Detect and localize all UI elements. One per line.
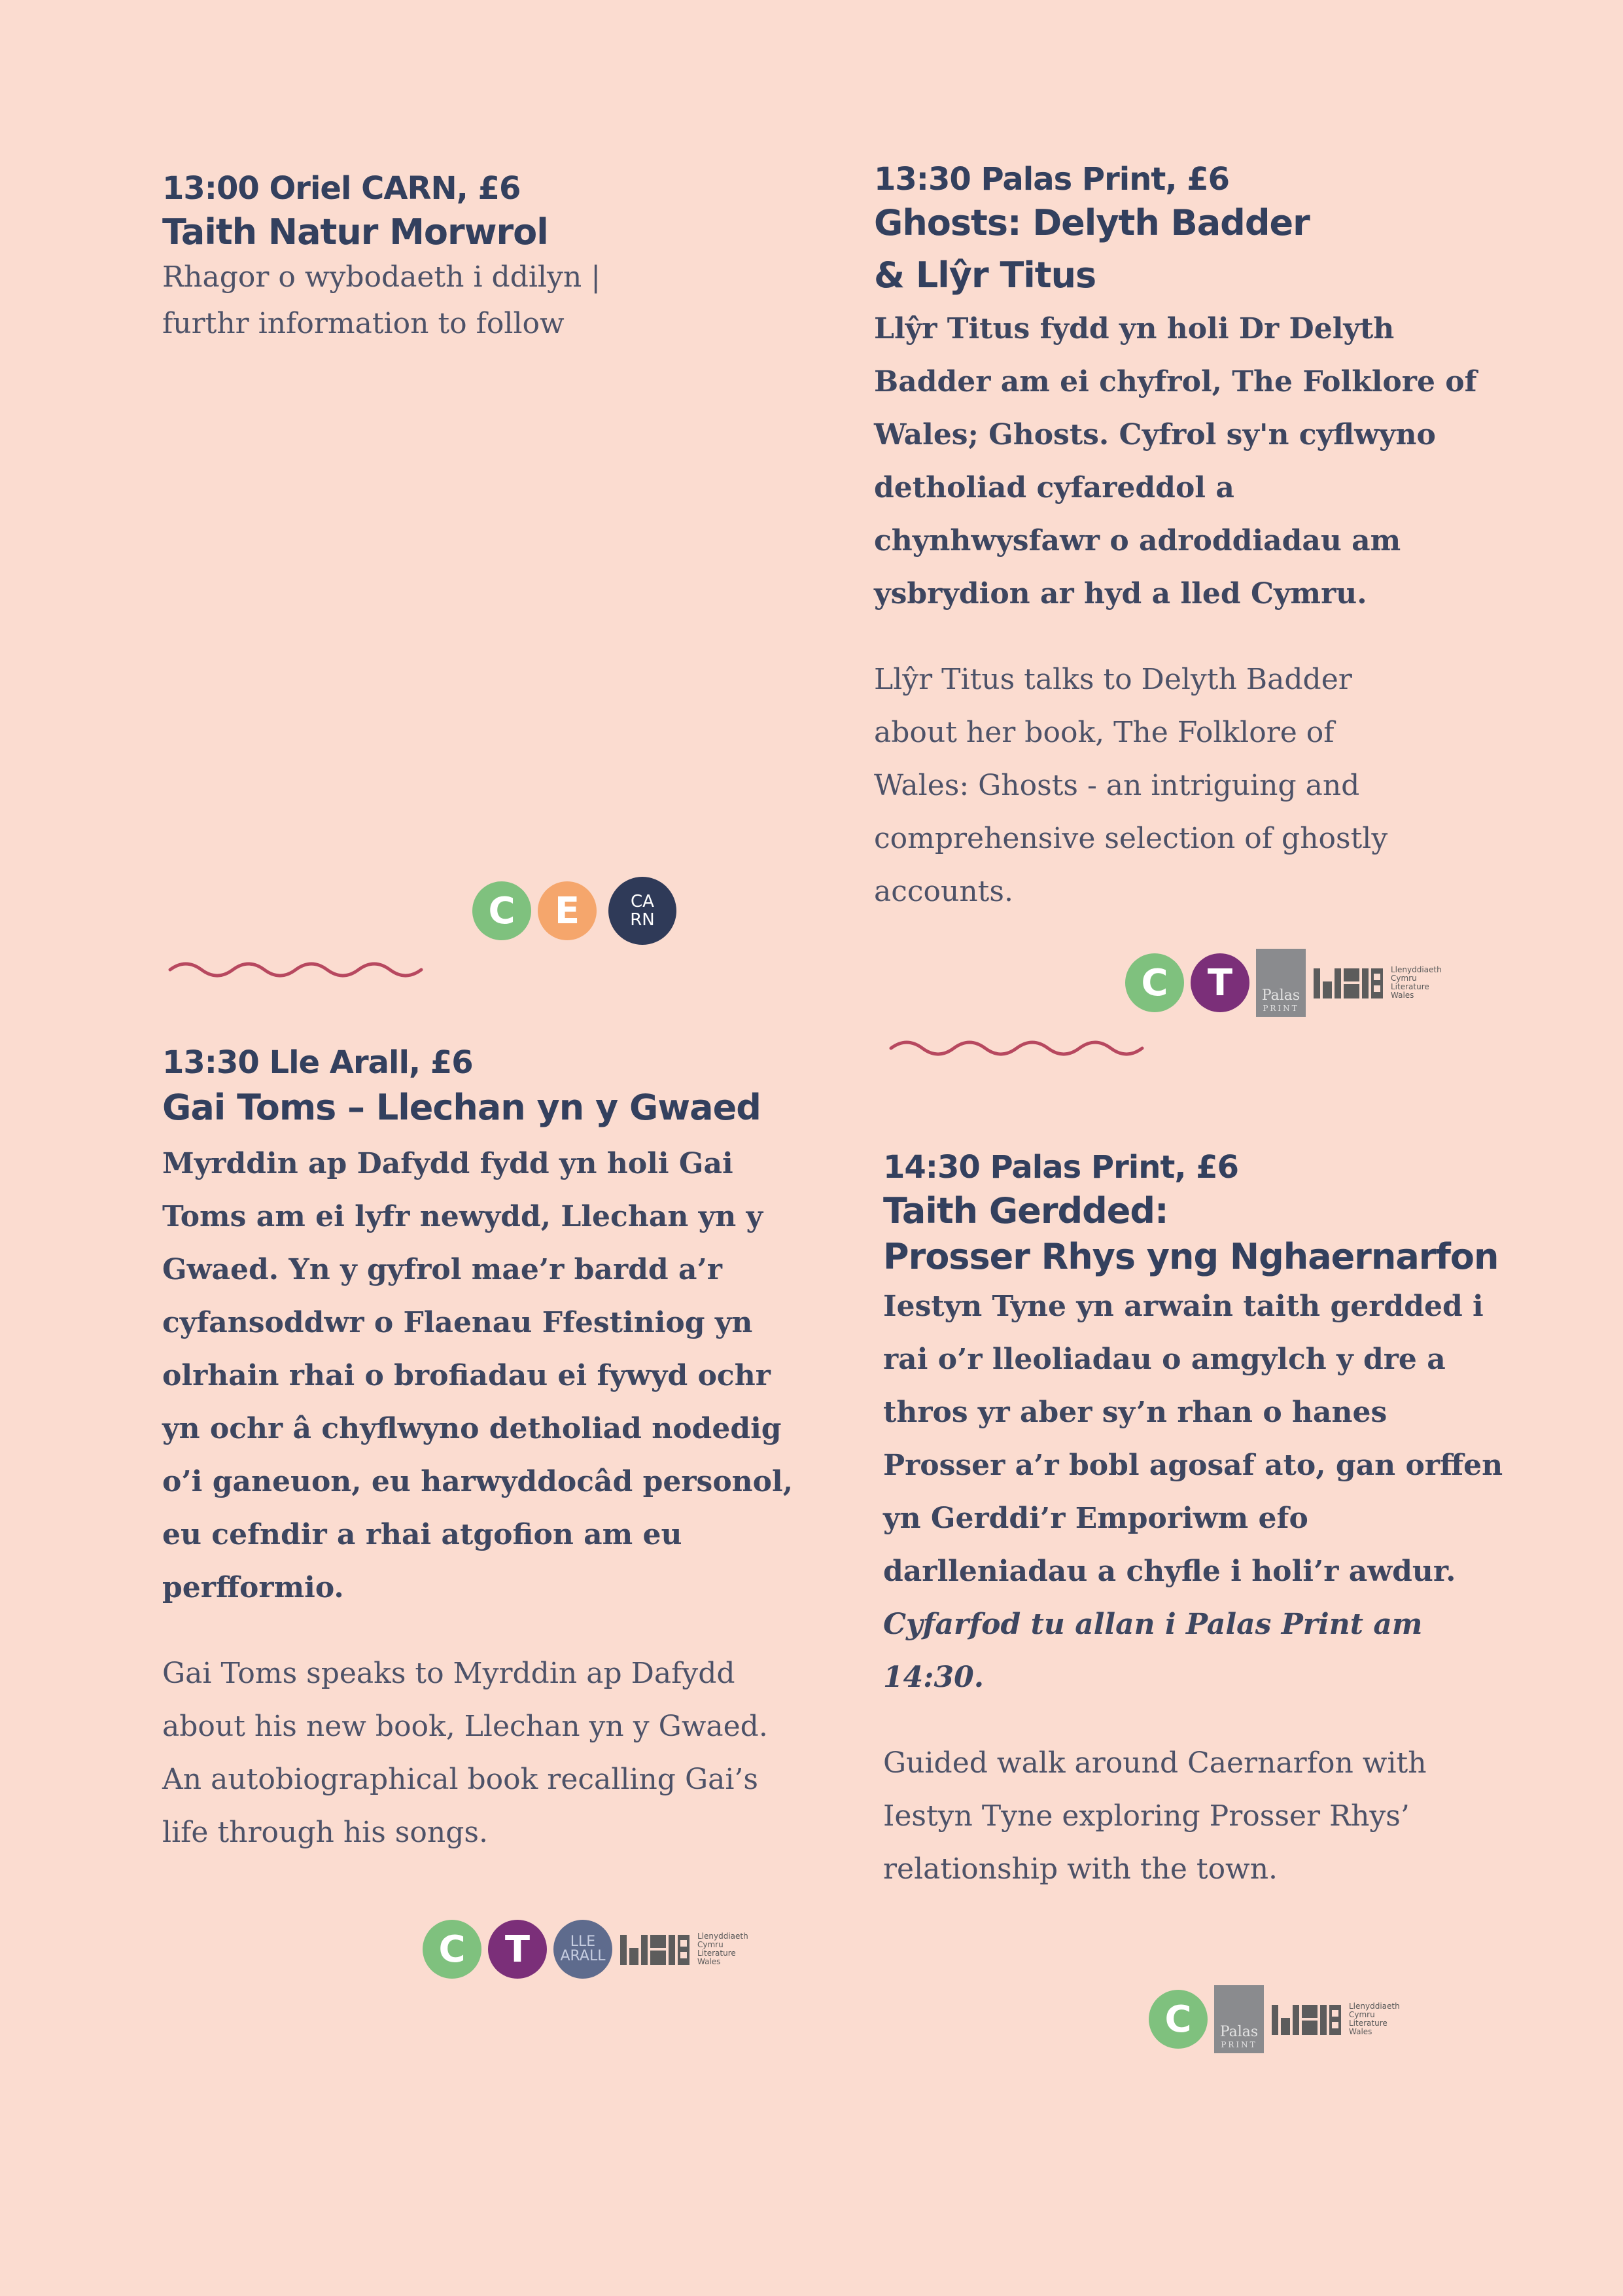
event-time-venue: 13:30 Lle Arall, £6 [162,1044,473,1081]
welsh-line: thros yr aber sy’n rhan o hanes [883,1396,1387,1429]
logo-text: Literature [697,1949,736,1958]
welsh-line: detholiad cyfareddol a [874,471,1234,504]
literature-wales-logo-icon [619,1931,748,1968]
wave-divider [167,957,427,983]
c-logo-icon: C [1149,1990,1208,2049]
logo-text: Wales [1349,2027,1372,2036]
event-title-line: Prosser Rhys yng Nghaernarfon [883,1236,1499,1277]
welsh-line: cyfansoddwr o Flaenau Ffestiniog yn [162,1306,753,1339]
sponsor-logos [472,877,676,945]
lle-arall-logo-icon [553,1920,612,1979]
welsh-line: Badder am ei chyfrol, The Folklore of [874,365,1477,398]
event-taith-natur [162,168,816,350]
welsh-line: perfformio. [162,1571,344,1604]
english-line: about his new book, Llechan yn y Gwaed. [162,1710,768,1743]
logo-text: PRINT [1221,2040,1257,2049]
t-logo-icon: T [488,1920,547,1979]
event-time-venue: 13:00 Oriel CARN, £6 [162,170,521,207]
palas-print-logo-icon [1214,1985,1264,2053]
welsh-line: darlleniadau a chyfle i holi’r awdur. [883,1555,1456,1588]
logo-text: Palas [1219,2024,1259,2040]
logo-text: RN [630,910,655,930]
sponsor-logos [1149,1985,1400,2053]
logo-text: Literature [1391,982,1429,991]
english-line: comprehensive selection of ghostly [874,822,1388,855]
welsh-line: Gwaed. Yn y gyfrol mae’r bardd a’r [162,1253,722,1286]
english-line: Llŷr Titus talks to Delyth Badder [874,663,1352,696]
english-line: Gai Toms speaks to Myrddin ap Dafydd [162,1657,735,1690]
english-line: life through his songs. [162,1816,488,1849]
welsh-line: Llŷr Titus fydd yn holi Dr Delyth [874,312,1395,345]
event-ghosts [874,158,1541,918]
welsh-line: Wales; Ghosts. Cyfrol sy'n cyflwyno [874,418,1436,451]
english-line: Guided walk around Caernarfon with [883,1746,1427,1780]
event-taith-gerdded [883,1146,1577,1896]
welsh-line: Iestyn Tyne yn arwain taith gerdded i [883,1290,1484,1323]
logo-text: ARALL [560,1948,606,1964]
welsh-line: o’i ganeuon, eu harwyddocâd personol, [162,1465,794,1498]
welsh-line: Prosser a’r bobl agosaf ato, gan orffen [883,1449,1503,1482]
c-logo-icon: C [1125,953,1184,1012]
lw-mark-icon [1312,964,1386,1001]
english-line: about her book, The Folklore of [874,716,1335,749]
welsh-line: rai o’r lleoliadau o amgylch y dre a [883,1343,1446,1376]
e-logo-icon: E [538,881,597,940]
sponsor-logos [423,1920,748,1979]
logo-text: PRINT [1263,1004,1299,1013]
logo-text: Llenyddiaeth [1391,965,1442,974]
carn-logo-icon [608,877,676,945]
welsh-line: yn Gerddi’r Emporiwm efo [883,1502,1308,1535]
event-title-line: Taith Gerdded: [883,1190,1168,1231]
logo-text: Llenyddiaeth [697,1932,748,1941]
welsh-line: olrhain rhai o brofiadau ei fywyd ochr [162,1359,771,1392]
event-time-venue: 14:30 Palas Print, £6 [883,1149,1239,1186]
welsh-line: eu cefndir a rhai atgofion am eu [162,1518,682,1551]
info-line: Rhagor o wybodaeth i ddilyn | [162,260,601,294]
welsh-line: Myrddin ap Dafydd fydd yn holi Gai [162,1147,733,1180]
event-title: Gai Toms – Llechan yn y Gwaed [162,1087,761,1128]
welsh-line: Toms am ei lyfr newydd, Llechan yn y [162,1200,763,1233]
logo-text: Palas [1261,987,1300,1004]
event-title: Taith Natur Morwrol [162,211,548,253]
welsh-line: ysbrydion ar hyd a lled Cymru. [874,577,1367,610]
english-line: Wales: Ghosts - an intriguing and [874,769,1360,802]
logo-text: Cymru [1391,974,1417,983]
literature-wales-logo-icon [1270,2001,1400,2038]
event-time-venue: 13:30 Palas Print, £6 [874,161,1230,198]
english-line: An autobiographical book recalling Gai’s [162,1763,758,1796]
logo-text: Wales [697,1957,721,1966]
logo-text: Literature [1349,2019,1387,2028]
logo-text: CA [631,892,654,911]
welsh-line: chynhwysfawr o adroddiadau am [874,524,1401,557]
lw-mark-icon [619,1931,692,1968]
event-gai-toms [162,1042,843,1859]
welsh-line: yn ochr â chyflwyno detholiad nodedig [162,1412,782,1445]
event-title-line: Ghosts: Delyth Badder [874,202,1310,243]
logo-text: LLE [570,1934,596,1950]
english-line: Iestyn Tyne exploring Prosser Rhys’ [883,1799,1410,1833]
logo-text: Cymru [697,1940,724,1949]
c-logo-icon: C [423,1920,481,1979]
meeting-point-line: 14:30. [883,1661,985,1694]
wave-divider [888,1035,1147,1061]
sponsor-logos [1125,949,1442,1017]
c-logo-icon: C [472,881,531,940]
english-line: relationship with the town. [883,1852,1278,1886]
event-title-line: & Llŷr Titus [874,255,1096,296]
english-line: accounts. [874,875,1013,908]
lw-mark-icon [1270,2001,1344,2038]
info-line: furthr information to follow [162,307,565,340]
logo-text: Cymru [1349,2010,1375,2019]
palas-print-logo-icon [1256,949,1306,1017]
meeting-point-line: Cyfarfod tu allan i Palas Print am [883,1608,1423,1641]
literature-wales-logo-icon [1312,964,1442,1001]
logo-text: Llenyddiaeth [1349,2002,1400,2011]
t-logo-icon: T [1191,953,1249,1012]
logo-text: Wales [1391,991,1414,1000]
